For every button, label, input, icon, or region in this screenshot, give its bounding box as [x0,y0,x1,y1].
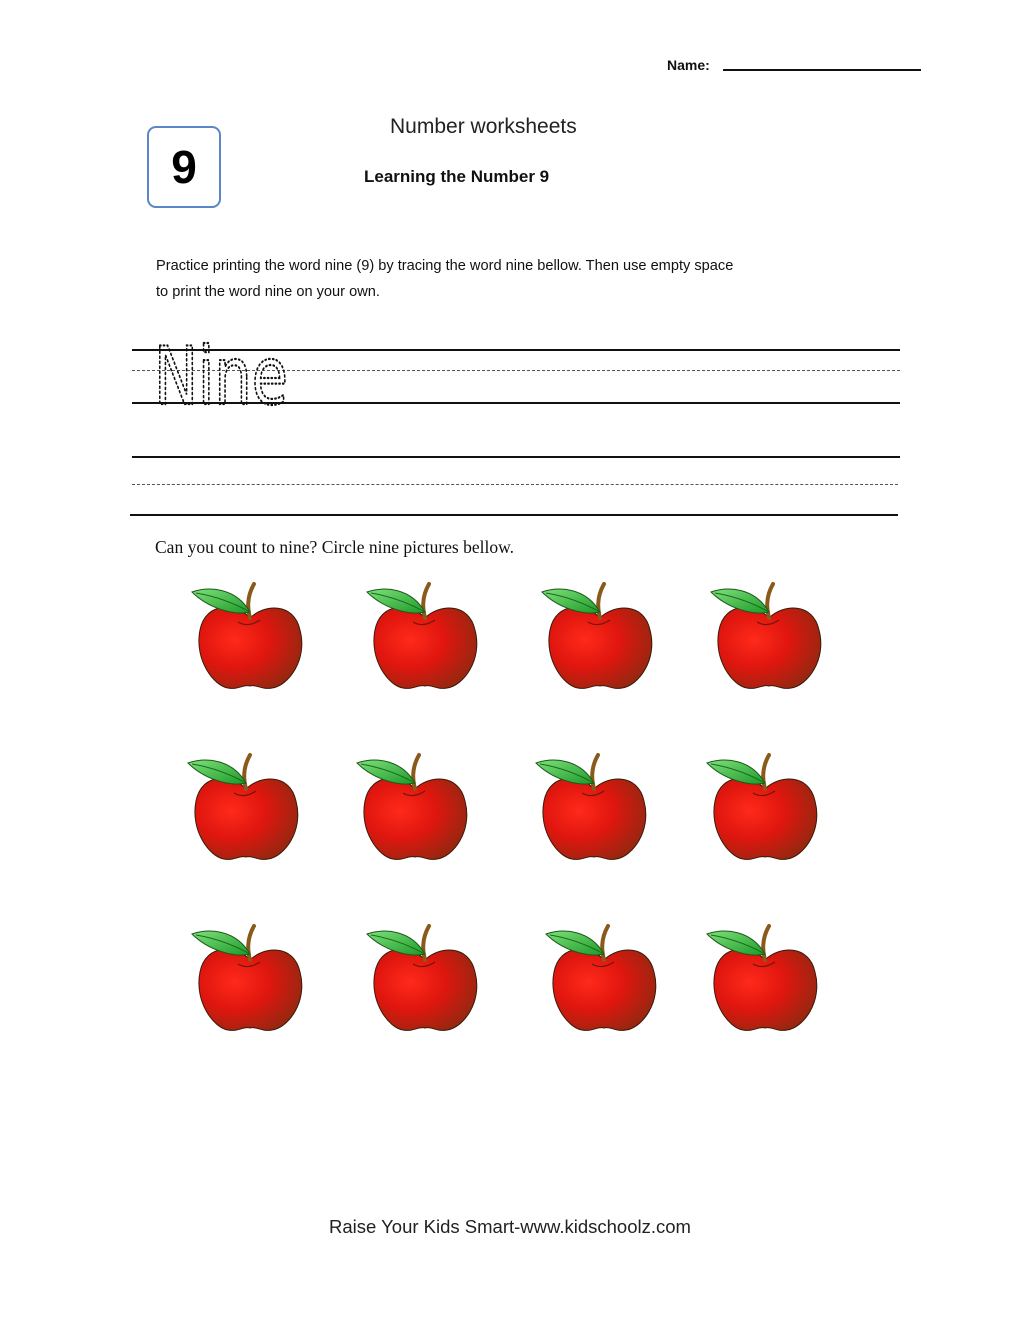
instructions-line-1: Practice printing the word nine (9) by tracing the word nine bellow. Then use empty space [156,258,734,274]
apple-picture[interactable] [184,745,309,865]
name-label: Name: [667,57,710,73]
instructions [156,253,876,305]
number-badge: 9 [147,126,221,208]
tracing-word-outline: Nine [154,330,288,423]
tracing-word-dotted-outline [152,330,292,423]
apple-picture[interactable] [538,574,663,694]
apple-picture[interactable] [703,916,828,1036]
instructions-line-2: to print the word nine on your own. [156,284,380,300]
apple-picture[interactable] [703,745,828,865]
page-title: Number worksheets [390,115,577,138]
name-input-line[interactable] [723,69,921,71]
counting-prompt: Can you count to nine? Circle nine pictures bellow. [155,537,514,557]
apple-picture[interactable] [353,745,478,865]
apple-picture[interactable] [532,745,657,865]
practice-base-line[interactable] [130,514,898,516]
apple-picture[interactable] [363,574,488,694]
apple-picture[interactable] [363,916,488,1036]
practice-top-line[interactable] [132,456,900,458]
page-subtitle: Learning the Number 9 [364,167,550,186]
footer-text: Raise Your Kids Smart-www.kidschoolz.com [329,1216,691,1237]
apple-picture[interactable] [188,574,313,694]
apple-picture[interactable] [707,574,832,694]
practice-mid-line [132,484,898,485]
apple-picture[interactable] [542,916,667,1036]
apple-picture[interactable] [188,916,313,1036]
